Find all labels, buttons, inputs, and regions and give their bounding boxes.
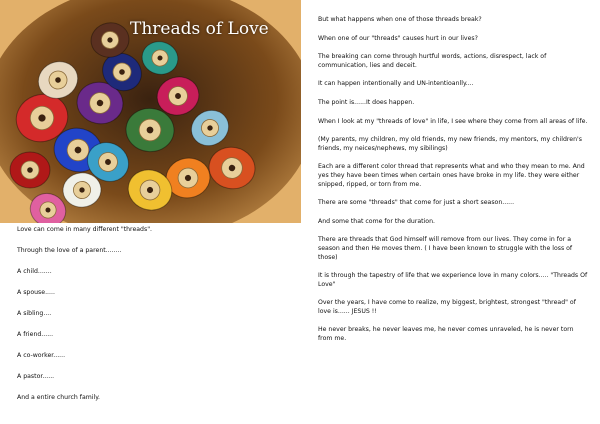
left-line: A pastor...... [17, 373, 55, 380]
photo-title: Threads of Love [130, 19, 269, 39]
right-paragraph: When I look at my "threads of love" in life, I see where they come from all areas of life. [318, 117, 588, 125]
right-paragraph: It can happen intentionally and UN-intentioanlly.... [318, 80, 474, 88]
right-paragraph: The breaking can come through hurtful words, actions, disrespect, lack of communication, lies and deceit. [318, 53, 547, 69]
right-paragraph: It is through the tapestry of life that we experience love in many colors..... "Threads Of Love" [318, 272, 588, 288]
right-paragraph: Over the years, I have come to realize, my biggest, brightest, strongest "thread" of love is...... JESUS !! [318, 299, 576, 315]
right-paragraph: And some that come for the duration. [318, 217, 435, 225]
thread-spools-photo [0, 0, 301, 223]
left-line: A co-worker...... [17, 352, 66, 359]
right-paragraph: The point is......It does happen. [318, 98, 415, 106]
left-line: A spouse..... [17, 289, 55, 296]
right-paragraph: When one of our "threads" causes hurt in our lives? [318, 34, 478, 42]
right-paragraph: He never breaks, he never leaves me, he never comes unraveled, he is never torn from me. [318, 326, 574, 343]
left-line: Through the love of a parent........ [17, 247, 122, 254]
left-line: Love can come in many different "threads". [17, 226, 153, 233]
left-line: A friend...... [17, 331, 54, 338]
right-paragraph: There are some "threads" that come for just a short season...... [318, 199, 515, 207]
right-paragraph: But what happens when one of those threads break? [318, 16, 482, 23]
right-paragraph: There are threads that God himself will remove from our lives. They come in for a season and then He moves them. ( I have been known to struggle with the loss of those) [318, 236, 573, 261]
thread-spool [10, 152, 50, 188]
right-paragraph: (My parents, my children, my old friends, my new friends, my mentors, my children's friends, my neices/nephews, my sibilings) [318, 136, 582, 152]
left-line: A child....... [17, 268, 52, 275]
right-paragraph: Each are a different color thread that represents what and who they mean to me. And yes they have been times when certain ones have broke in my life. they were either snipped, ripped, or torn from me. [318, 163, 585, 188]
right-column [318, 16, 588, 354]
left-line: A sibling.... [17, 310, 52, 317]
left-line: And a entire church family. [17, 394, 100, 401]
